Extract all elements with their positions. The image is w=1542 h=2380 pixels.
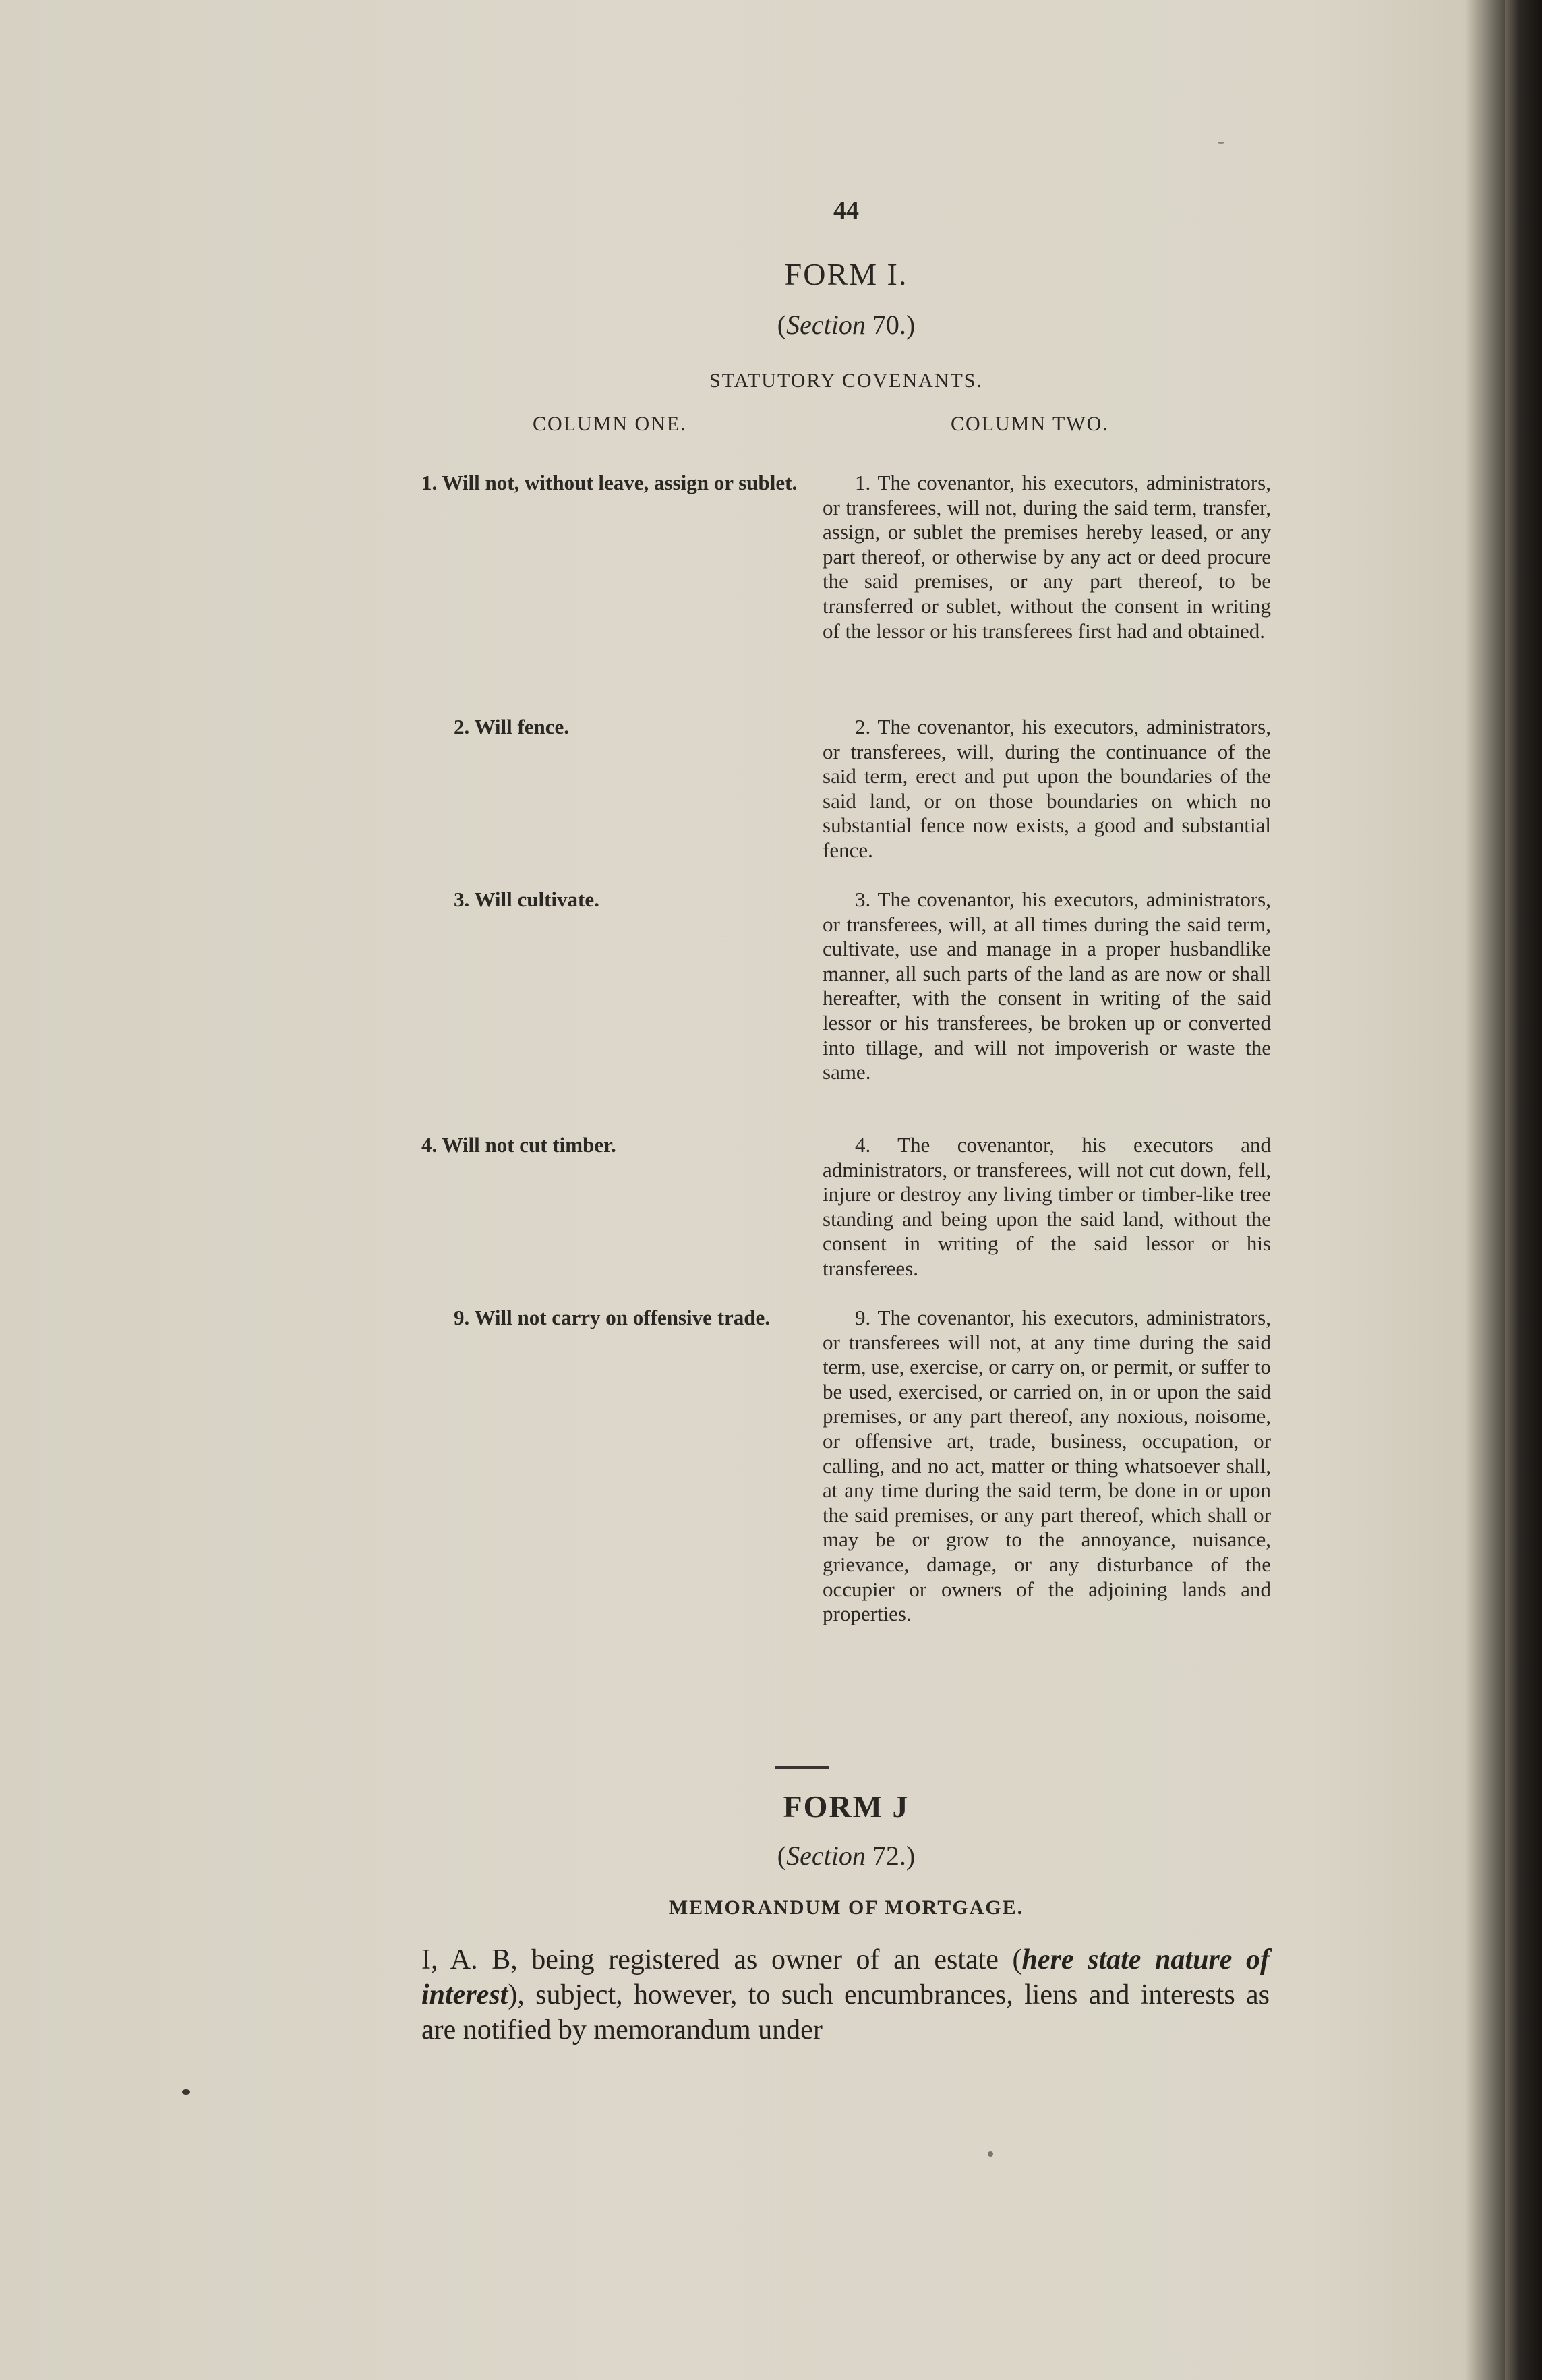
- covenant-4-short: 4. Will not cut timber.: [421, 1133, 616, 1157]
- covenant-9-short: 9. Will not carry on offensive trade.: [454, 1306, 770, 1329]
- column-two-header: COLUMN TWO.: [951, 413, 1109, 435]
- covenant-1-text: 1. The covenantor, his executors, administrators, or transferees, will not, during the said term, transfer, assign, or sublet the premises hereby leased, or any part thereof, or otherwise by any act or deed procure the said premises, or any part thereof, to be transferred or sublet, without the consent in writing of the lessor or his transferees first had and obtained.: [823, 471, 1271, 643]
- covenant-2-text: 2. The covenantor, his executors, administrators, or transferees, will, during the continuance of the said term, erect and put upon the boundaries of the said land, or on those boundaries on which no substantial fence now exists, a good and substantial fence.: [823, 715, 1271, 862]
- form-j-section-word: Section: [786, 1840, 866, 1871]
- covenant-2-short: 2. Will fence.: [454, 715, 570, 738]
- mortgage-text-1: I, A. B, being registered as owner of an estate (: [421, 1944, 1022, 1975]
- ink-speck: [988, 2151, 993, 2157]
- form-j-section-open: (: [777, 1840, 787, 1871]
- covenant-3-text: 3. The covenantor, his executors, administrators, or transferees, will, at all times during the said term, cultivate, use and manage in a proper husbandlike manner, all such parts of the land as are now or shall hereafter, with the consent in writing of the said lessor or his transferees, be broken up or converted into tillage, and will not impoverish or waste the same.: [823, 888, 1271, 1084]
- ink-speck: [1218, 142, 1224, 144]
- covenant-4-text: 4. The covenantor, his executors and administrators, or transferees, will not cut down, fell, injure or destroy any living timber or timber-like tree standing and being upon the said land, without the consent in writing of the said lessor or his transferees.: [823, 1133, 1271, 1280]
- covenant-1-short: 1. Will not, without leave, assign or sublet.: [421, 471, 798, 494]
- mortgage-text-2: ), subject, however, to such encumbrances, liens and interests as are notified by memorandum under: [421, 1979, 1270, 2045]
- book-spine: [1505, 0, 1542, 2380]
- covenant-3-short: 3. Will cultivate.: [454, 888, 599, 911]
- ink-speck: [182, 2089, 190, 2095]
- column-one-header: COLUMN ONE.: [533, 413, 687, 435]
- page-number: 44: [833, 196, 859, 225]
- form-j-title: FORM J: [783, 1789, 910, 1824]
- form-i-section-number: 70.): [865, 310, 916, 340]
- mortgage-text-italic: here state nature of interest: [421, 1944, 1270, 2010]
- form-i-title: FORM I.: [784, 257, 908, 291]
- form-i-section-word: Section: [786, 310, 866, 340]
- covenant-9-text: 9. The covenantor, his executors, administrators, or transferees will not, at any time during the said term, use, exercise, or carry on, or permit, or suffer to be used, exercised, or carried on, in or upon the said premises, or any part thereof, any noxious, noisome, or offensive art, trade, business, occupation, or calling, and no act, matter or thing whatsoever shall, at any time during the said term, be done in or upon the said premises, or any part thereof, which shall or may be or grow to the annoyance, nuisance, grievance, damage, or any disturbance of the occupier or owners of the adjoining lands and properties.: [823, 1306, 1271, 1626]
- form-j-section-number: 72.): [865, 1840, 916, 1871]
- form-i-heading: STATUTORY COVENANTS.: [709, 370, 983, 392]
- mortgage-paragraph: [421, 1942, 1270, 2048]
- form-i-section-open: (: [777, 310, 787, 340]
- form-j-heading: MEMORANDUM OF MORTGAGE.: [668, 1896, 1024, 1919]
- form-j-section: [418, 1840, 1274, 1871]
- section-divider: [775, 1766, 829, 1769]
- form-i-section: [418, 309, 1274, 341]
